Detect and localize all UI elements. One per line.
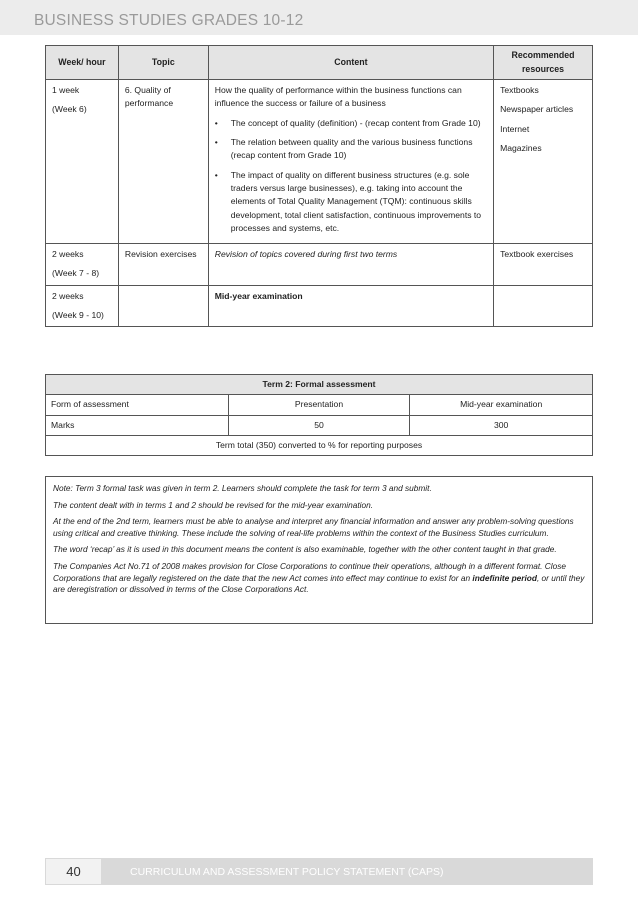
content-cell: [208, 80, 493, 244]
page-header-title: BUSINESS STUDIES GRADES 10-12: [34, 12, 304, 29]
term-total-cell: Term total (350) converted to % for reporting purposes: [46, 435, 593, 455]
resource-item: Magazines: [500, 142, 542, 153]
resource-item: Textbooks: [500, 85, 539, 95]
bullet-icon: •: [214, 136, 218, 147]
table-row: [46, 395, 593, 415]
bullet-icon: •: [214, 117, 218, 128]
column-header-content: Content: [208, 46, 493, 80]
table-row: [46, 435, 593, 455]
table-cell: 50: [228, 415, 410, 435]
resources-cell: [494, 80, 593, 244]
table-cell: 300: [410, 415, 593, 435]
resources-cell: Textbook exercises: [494, 244, 593, 286]
column-header-week: Week/ hour: [46, 46, 119, 80]
topic-cell: 6. Quality of performance: [118, 80, 208, 244]
table-cell: Mid-year examination: [410, 395, 593, 415]
week-range: (Week 9 - 10): [52, 310, 104, 321]
week-duration: 2 weeks: [52, 249, 84, 260]
week-range: (Week 7 - 8): [52, 268, 100, 279]
resources-cell: [494, 285, 593, 327]
content-cell: Mid-year examination: [208, 285, 493, 327]
list-item: • The impact of quality on different business structures (e.g. sole traders versus large businesses), e.g. taking into account the elements of Total Quality Management (TQM): continuous skills development, total client satisfaction, continuous improvements to processes and systems, etc.: [215, 169, 487, 236]
content-cell: Revision of topics covered during first two terms: [208, 244, 493, 286]
week-duration: 2 weeks: [52, 290, 84, 301]
assessment-title-row: [46, 375, 593, 395]
week-range: (Week 6): [52, 104, 87, 115]
week-cell: [46, 80, 119, 244]
list-item: • The relation between quality and the various business functions (recap content from Grade 10): [215, 136, 487, 163]
column-header-resources: Recommended resources: [494, 46, 593, 80]
table-cell: Form of assessment: [46, 395, 229, 415]
table-row: [46, 80, 593, 244]
week-cell: [46, 244, 119, 286]
table-header-row: [46, 46, 593, 80]
assessment-table: [45, 374, 593, 456]
resource-item: Internet: [500, 123, 530, 134]
table-row: [46, 285, 593, 327]
table-row: [46, 415, 593, 435]
column-header-topic: Topic: [118, 46, 208, 80]
resource-item: Newspaper articles: [500, 104, 574, 115]
table-cell: Marks: [46, 415, 229, 435]
footer-title: CURRICULUM AND ASSESSMENT POLICY STATEMENT (CAPS): [130, 866, 444, 878]
table-row: [46, 244, 593, 286]
table-cell: Presentation: [228, 395, 410, 415]
content-intro: How the quality of performance within the business functions can influence the success or failure of a business: [214, 85, 462, 109]
note-paragraph: The content dealt with in terms 1 and 2 should be revised for the mid-year examination.: [53, 499, 374, 510]
bullet-icon: •: [214, 169, 218, 180]
topic-cell: Revision exercises: [118, 244, 208, 286]
note-paragraph: The Companies Act No.71 of 2008 makes provision for Close Corporations to continue their operations, although in a different format. Close Corporations that are legally registered on the date that the new Act comes into effect may continue to exist for an indefinite period, or until they are deregistration or dissolved in terms of the Close Corporations Act.: [53, 561, 585, 595]
assessment-title: Term 2: Formal assessment: [46, 375, 593, 395]
note-paragraph: At the end of the 2nd term, learners must be able to analyse and interpret any financial information and answer any problem-solving questions using critical and creative thinking. These include the solving of real-life problems within the context of the Business Studies curriculum.: [53, 516, 574, 538]
content-table: [45, 45, 593, 327]
week-duration: 1 week: [52, 85, 80, 95]
week-cell: [46, 285, 119, 327]
emphasis-text: indefinite period: [472, 572, 537, 583]
note-box: [45, 476, 593, 624]
page-number: 40: [45, 858, 102, 885]
note-paragraph: The word ‘recap’ as it is used in this document means the content is also examinable, together with the other content taught in that grade.: [53, 544, 557, 555]
note-paragraph: Note: Term 3 formal task was given in term 2. Learners should complete the task for term 3 and submit.: [53, 483, 432, 493]
topic-cell: [118, 285, 208, 327]
list-item: • The concept of quality (definition) - (recap content from Grade 10): [215, 117, 487, 130]
